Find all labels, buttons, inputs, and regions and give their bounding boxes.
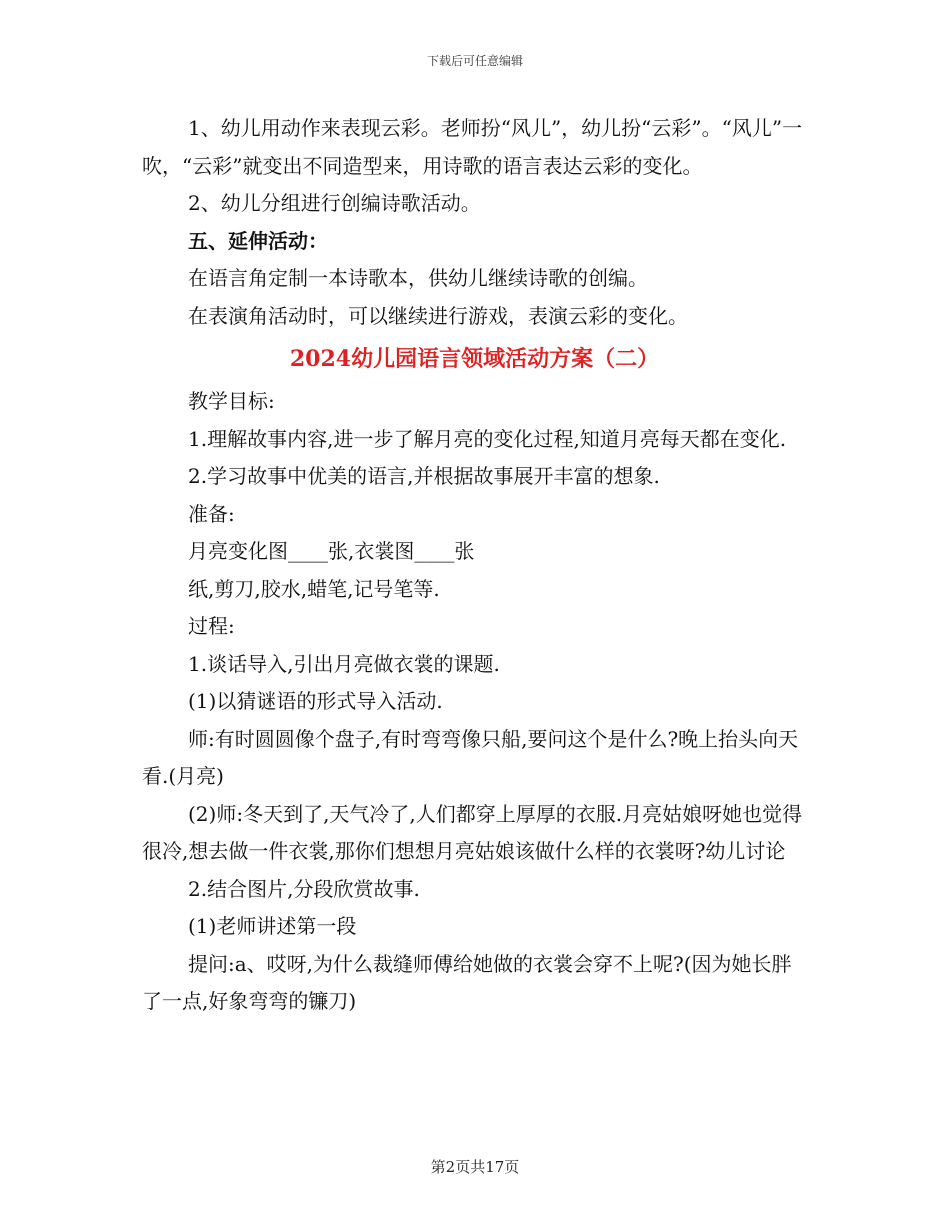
paragraph: 纸,剪刀,胶水,蜡笔,记号笔等. xyxy=(188,576,440,601)
paragraph: 1.理解故事内容,进一步了解月亮的变化过程,知道月亮每天都在变化. xyxy=(188,426,787,451)
paragraph: (2)师:冬天到了,天气冷了,人们都穿上厚厚的衣服.月亮姑娘呀她也觉得很冷,想去做一件衣裳,那你们想想月亮姑娘该做什么样的衣裳呀?幼儿讨论 xyxy=(142,801,803,863)
paragraph: (1)以猜谜语的形式导入活动. xyxy=(188,689,443,713)
paragraph: 准备: xyxy=(188,501,235,526)
section-before xyxy=(142,110,807,335)
paragraph: 提问:a、哎呀,为什么裁缝师傅给她做的衣裳会穿不上呢?(因为她长胖了一点,好象弯弯的镰刀) xyxy=(142,951,792,1013)
page-header: 下载后可任意编辑 xyxy=(426,54,523,68)
paragraph: 教学目标: xyxy=(188,389,275,413)
paragraph: 五、延伸活动： xyxy=(188,228,328,253)
paragraph: 在表演角活动时，可以继续进行游戏，表演云彩的变化。 xyxy=(188,303,688,328)
page-footer: 第2页共17页 xyxy=(430,1158,520,1176)
section-title: 2024幼儿园语言领域活动方案（二） xyxy=(289,346,660,372)
paragraph: 在语言角定制一本诗歌本，供幼儿继续诗歌的创编。 xyxy=(188,266,648,290)
section-after xyxy=(142,383,807,1021)
document-body xyxy=(142,110,807,1021)
paragraph: (1)老师讲述第一段 xyxy=(188,914,357,938)
paragraph: 1、幼儿用动作来表现云彩。老师扮“风儿”，幼儿扮“云彩”。“风儿”一吹，“云彩”就变出不同造型来，用诗歌的语言表达云彩的变化。 xyxy=(142,116,803,178)
paragraph: 月亮变化图____张,衣裳图____张 xyxy=(188,539,475,563)
paragraph: 2、幼儿分组进行创编诗歌活动。 xyxy=(188,191,481,215)
paragraph: 1.谈话导入,引出月亮做衣裳的课题. xyxy=(188,651,500,676)
paragraph: 2.学习故事中优美的语言,并根据故事展开丰富的想象. xyxy=(188,464,660,488)
paragraph: 2.结合图片,分段欣赏故事. xyxy=(188,876,420,901)
paragraph: 师:有时圆圆像个盘子,有时弯弯像只船,要问这个是什么?晚上抬头向天看.(月亮) xyxy=(142,726,799,788)
paragraph: 过程: xyxy=(188,614,235,638)
